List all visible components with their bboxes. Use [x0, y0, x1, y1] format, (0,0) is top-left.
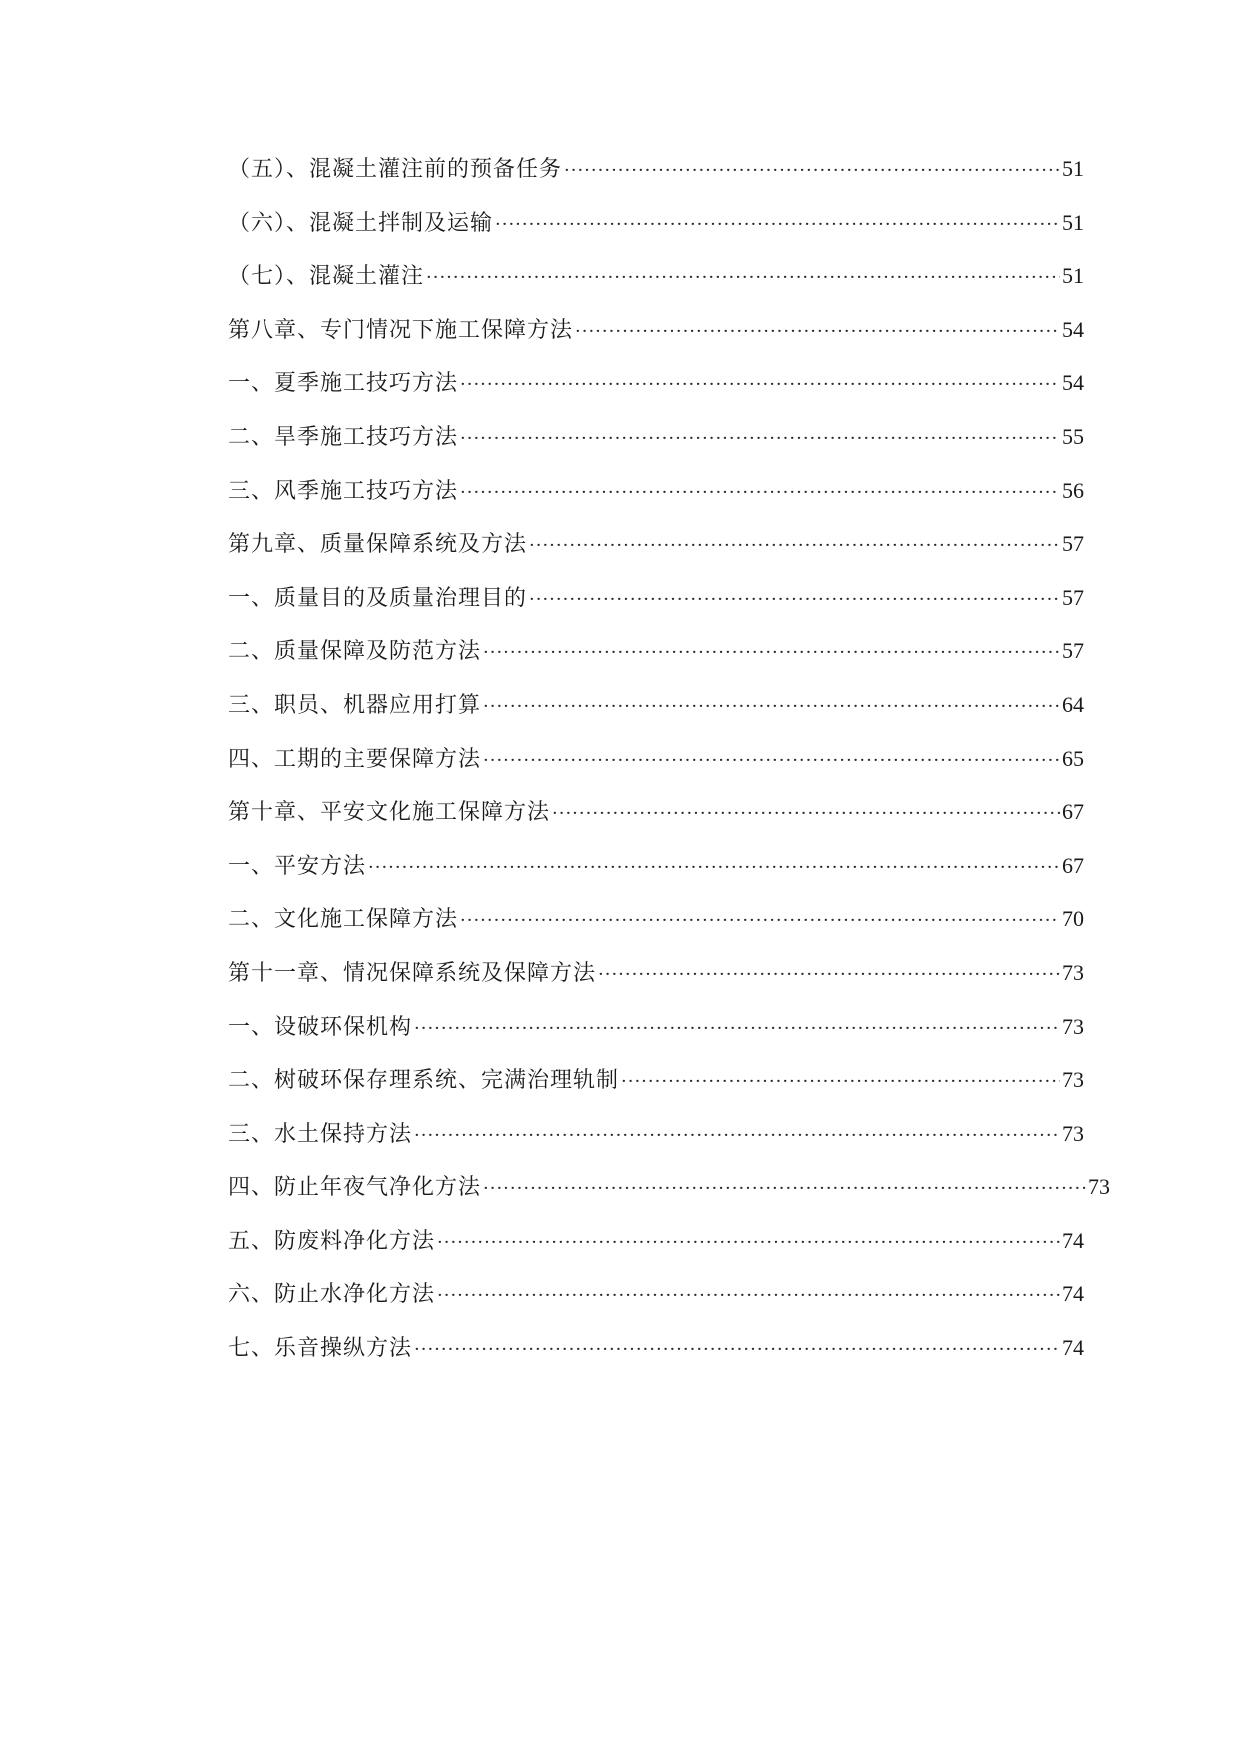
- toc-entry[interactable]: [228, 527, 1148, 581]
- toc-entry[interactable]: [228, 366, 1148, 420]
- toc-entry-page: 67: [1062, 799, 1084, 825]
- toc-entry[interactable]: [228, 474, 1148, 528]
- toc-entry-title: 二、质量保障及防范方法: [228, 635, 483, 669]
- toc-entry[interactable]: [228, 313, 1148, 367]
- toc-entry[interactable]: [228, 1117, 1148, 1171]
- toc-entry-title: 六、防止水净化方法: [228, 1278, 437, 1312]
- toc-entry-title: 一、设破环保机构: [228, 1011, 414, 1045]
- table-of-contents: [228, 152, 1148, 1385]
- toc-entry[interactable]: [228, 206, 1148, 260]
- toc-dot-leader: [426, 261, 1060, 295]
- toc-dot-leader: [414, 1333, 1060, 1367]
- toc-entry-page: 57: [1062, 531, 1084, 557]
- toc-entry[interactable]: [228, 634, 1148, 688]
- toc-entry-title: 四、工期的主要保障方法: [228, 743, 483, 777]
- toc-entry-page: 64: [1062, 691, 1084, 717]
- toc-dot-leader: [483, 690, 1060, 724]
- toc-dot-leader: [529, 583, 1060, 617]
- toc-dot-leader: [483, 744, 1060, 778]
- toc-entry-page: 54: [1062, 316, 1084, 342]
- toc-entry[interactable]: [228, 849, 1148, 903]
- toc-entry-title: 三、水土保持方法: [228, 1118, 414, 1152]
- toc-entry-page: 73: [1062, 959, 1084, 985]
- toc-entry-page: 74: [1062, 1281, 1084, 1307]
- toc-entry-title: 三、风季施工技巧方法: [228, 475, 460, 509]
- toc-entry-title: （七）、混凝土灌注: [228, 260, 426, 294]
- toc-dot-leader: [575, 315, 1060, 349]
- toc-dot-leader: [437, 1279, 1060, 1313]
- toc-entry-page: 51: [1062, 263, 1084, 289]
- toc-dot-leader: [414, 1012, 1060, 1046]
- toc-dot-leader: [529, 529, 1060, 563]
- toc-entry-page: 65: [1062, 745, 1084, 771]
- toc-dot-leader: [368, 851, 1060, 885]
- toc-entry-title: 第十一章、情况保障系统及保障方法: [228, 957, 598, 991]
- toc-dot-leader: [483, 1172, 1086, 1206]
- toc-entry-title: （五）、混凝土灌注前的预备任务: [228, 153, 564, 187]
- toc-entry-title: 七、乐音操纵方法: [228, 1332, 414, 1366]
- toc-entry-title: 一、夏季施工技巧方法: [228, 367, 460, 401]
- toc-dot-leader: [414, 1119, 1060, 1153]
- toc-entry-page: 56: [1062, 477, 1084, 503]
- toc-entry-title: 五、防废料净化方法: [228, 1225, 437, 1259]
- toc-entry-page: 73: [1062, 1067, 1084, 1093]
- toc-entry-page: 51: [1062, 209, 1084, 235]
- toc-entry[interactable]: [228, 1224, 1148, 1278]
- toc-dot-leader: [564, 154, 1060, 188]
- toc-entry-title: 第八章、专门情况下施工保障方法: [228, 314, 575, 348]
- toc-entry-page: 73: [1062, 1120, 1084, 1146]
- toc-entry-page: 57: [1062, 638, 1084, 664]
- toc-entry[interactable]: [228, 902, 1148, 956]
- toc-entry-title: 二、旱季施工技巧方法: [228, 421, 460, 455]
- toc-dot-leader: [495, 208, 1060, 242]
- toc-entry-title: 一、平安方法: [228, 850, 368, 884]
- toc-entry-page: 54: [1062, 370, 1084, 396]
- toc-entry-title: 第十章、平安文化施工保障方法: [228, 796, 552, 830]
- toc-entry[interactable]: [228, 1170, 1148, 1224]
- toc-entry-title: 二、文化施工保障方法: [228, 903, 460, 937]
- toc-entry-page: 51: [1062, 156, 1084, 181]
- toc-entry-title: 第九章、质量保障系统及方法: [228, 528, 529, 562]
- toc-entry-title: 二、树破环保存理系统、完满治理轨制: [228, 1064, 621, 1098]
- toc-dot-leader: [483, 636, 1060, 670]
- toc-entry[interactable]: [228, 1063, 1148, 1117]
- toc-dot-leader: [552, 797, 1060, 831]
- toc-entry[interactable]: [228, 1010, 1148, 1064]
- toc-entry[interactable]: [228, 688, 1148, 742]
- toc-entry-title: （六）、混凝土拌制及运输: [228, 207, 495, 241]
- toc-entry[interactable]: [228, 420, 1148, 474]
- toc-dot-leader: [598, 958, 1060, 992]
- toc-entry[interactable]: [228, 1277, 1148, 1331]
- toc-dot-leader: [621, 1065, 1060, 1099]
- toc-entry-page: 74: [1062, 1335, 1084, 1361]
- toc-dot-leader: [460, 476, 1060, 510]
- toc-entry-title: 三、职员、机器应用打算: [228, 689, 483, 723]
- toc-entry[interactable]: [228, 152, 1148, 206]
- toc-dot-leader: [460, 904, 1060, 938]
- toc-entry-page: 73: [1088, 1174, 1110, 1200]
- toc-entry-page: 55: [1062, 423, 1084, 449]
- toc-entry-page: 67: [1062, 852, 1084, 878]
- toc-entry[interactable]: [228, 795, 1148, 849]
- toc-entry-page: 73: [1062, 1013, 1084, 1039]
- toc-entry[interactable]: [228, 259, 1148, 313]
- toc-entry[interactable]: [228, 742, 1148, 796]
- toc-entry-page: 74: [1062, 1227, 1084, 1253]
- toc-dot-leader: [437, 1226, 1060, 1260]
- toc-entry-page: 57: [1062, 584, 1084, 610]
- toc-entry-title: 一、质量目的及质量治理目的: [228, 582, 529, 616]
- toc-entry-page: 70: [1062, 906, 1084, 932]
- toc-entry[interactable]: [228, 1331, 1148, 1385]
- toc-entry[interactable]: [228, 581, 1148, 635]
- toc-dot-leader: [460, 422, 1060, 456]
- toc-dot-leader: [460, 368, 1060, 402]
- toc-entry[interactable]: [228, 956, 1148, 1010]
- toc-entry-title: 四、防止年夜气净化方法: [228, 1171, 483, 1205]
